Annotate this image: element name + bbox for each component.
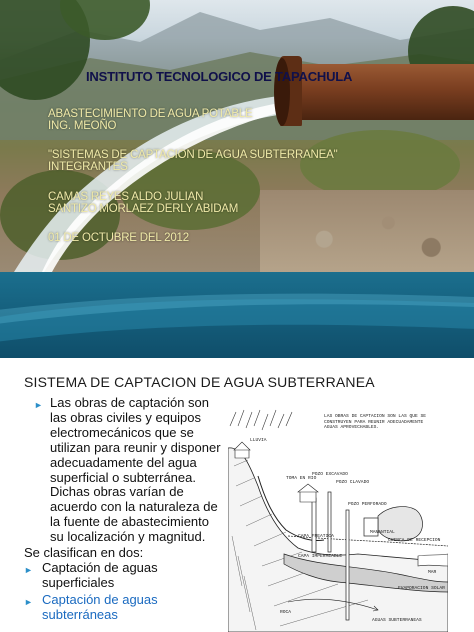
label-capa-freatica: CAPA FREATICA (298, 534, 334, 539)
diagram-caption (324, 414, 426, 431)
members-heading: INTEGRANTES (48, 161, 128, 173)
label-manantial: MANANTIAL (370, 530, 395, 535)
blank-blue-slide (0, 272, 474, 358)
label-pozo-clavado: POZO CLAVADO (336, 480, 370, 485)
bullet-arrow-icon: ► (24, 564, 33, 575)
member-name: SANTIZO MORLAEZ DERLY ABIDAM (48, 203, 239, 215)
caption-line: CONSTRUYEN PARA REUNIR ADECUADAMENTE (324, 419, 424, 425)
presentation-topic: "SISTEMAS DE CAPTACION DE AGUA SUBTERRANEA" (48, 149, 338, 161)
caption-line: LAS OBRAS DE CAPTACION SON LAS QUE SE (324, 414, 426, 419)
label-lluvia: LLUVIA (250, 438, 267, 443)
instructor-name: ING. MEOÑO (48, 120, 117, 132)
label-capa-impermeable: CAPA IMPERMEABLE (298, 554, 343, 559)
label-toma-rio: TOMA EN RIO (286, 476, 317, 481)
decorative-swoosh (0, 290, 474, 344)
label-mar: MAR (428, 570, 437, 575)
label-pozo-perforado: POZO PERFORADO (348, 502, 387, 507)
bullet-text: Captación de aguas superficiales (42, 559, 158, 590)
bullet-link-text: Captación de aguas subterráneas (42, 591, 158, 622)
course-name: ABASTECIMIENTO DE AGUA POTABLE (48, 108, 253, 120)
content-slide (0, 358, 474, 632)
bullet-list (24, 396, 224, 623)
label-evaporacion: EVAPORACION SOLAR (398, 586, 445, 591)
bullet-text: Las obras de captación son las obras civiles y equipos electromecánicos que se utilizan para reunir y disponer adecuadamente del agua superficial o subterránea. Dichas obras varían de acuerdo con la naturaleza de la fuente de abastecimiento su localización y magnitud. (50, 395, 221, 545)
title-slide (0, 0, 474, 272)
label-aguas-subterraneas: AGUAS SUBTERRANEAS (372, 618, 422, 623)
label-pozo-excavado: POZO EXCAVADO (312, 472, 348, 477)
bullet-item (24, 396, 224, 545)
bullet-item (24, 561, 224, 591)
bullet-arrow-icon: ► (34, 400, 43, 410)
title-slide-text (0, 0, 474, 272)
institute-title: INSTITUTO TECNOLOGICO DE TAPACHULA (86, 69, 353, 84)
rain-lines (230, 410, 292, 430)
bullet-item (24, 593, 224, 623)
member-name: CAMAS REYES ALDO JULIAN (48, 191, 204, 203)
bullet-arrow-icon: ► (24, 596, 33, 607)
caption-line: AGUAS APROVECHABLES. (324, 425, 380, 430)
bullet-item (24, 546, 224, 561)
water-capture-diagram (228, 406, 448, 632)
slide-title: SISTEMA DE CAPTACION DE AGUA SUBTERRANEA (24, 374, 375, 390)
bullet-text: Se clasifican en dos: (24, 545, 144, 561)
label-roca: ROCA (280, 610, 292, 615)
label-cuenca: CUENCA DE RECEPCION (388, 538, 441, 543)
presentation-date: 01 DE OCTUBRE DEL 2012 (48, 232, 189, 244)
